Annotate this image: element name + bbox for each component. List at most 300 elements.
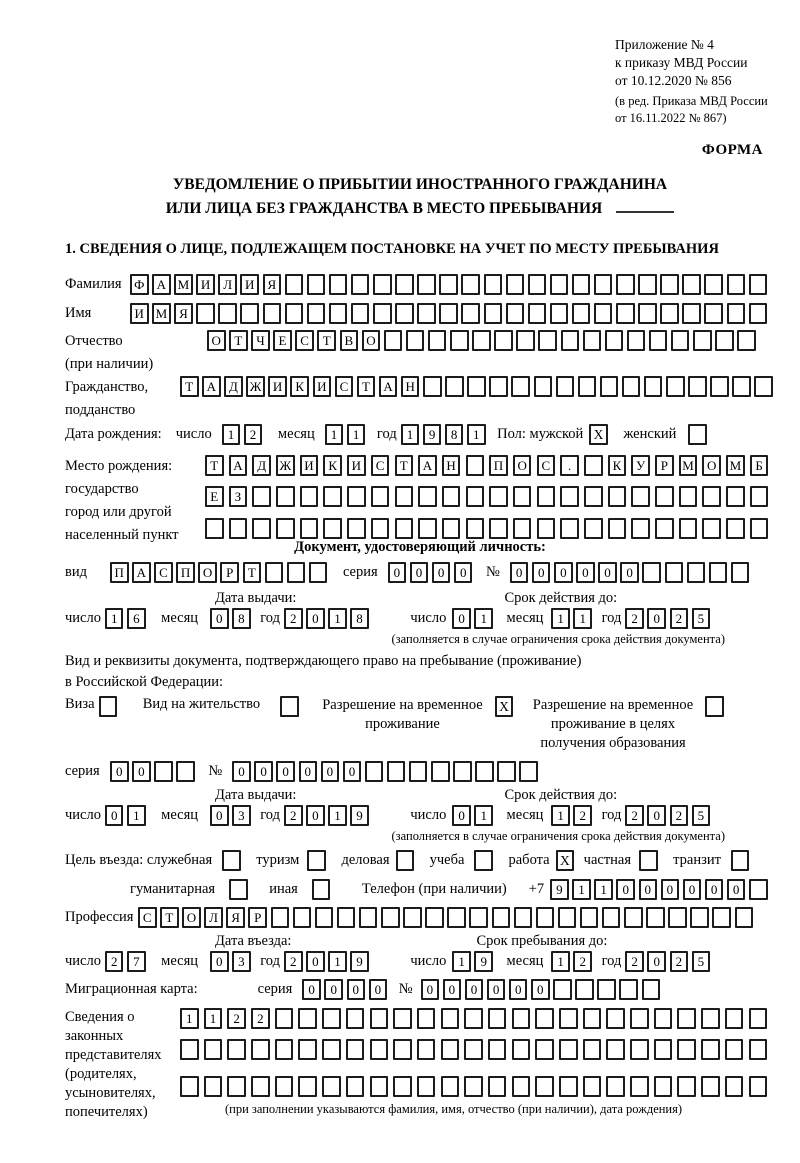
doc-series-cell[interactable]: 0	[432, 562, 451, 583]
citizenship-cell[interactable]: И	[268, 376, 287, 397]
doc-issue-day-cell[interactable]: 6	[127, 608, 146, 629]
doc-number-cell[interactable]	[687, 562, 706, 583]
birthplace-cell[interactable]: З	[229, 486, 248, 507]
representatives-cell[interactable]	[606, 1039, 625, 1060]
representatives-cell[interactable]	[606, 1008, 625, 1029]
representatives-cell[interactable]: 2	[227, 1008, 246, 1029]
doc-issue-year-cell[interactable]: 0	[306, 608, 325, 629]
firstname-cell[interactable]	[329, 303, 348, 324]
profession-cell[interactable]	[602, 907, 621, 928]
res-issue-day-cell[interactable]: 1	[127, 805, 146, 826]
res-expiry-year-cell[interactable]: 0	[647, 805, 666, 826]
surname-cell[interactable]	[351, 274, 370, 295]
profession-cell[interactable]: С	[138, 907, 157, 928]
phone-cell[interactable]: 0	[639, 879, 658, 900]
birthplace-cell[interactable]	[418, 486, 437, 507]
citizenship-cell[interactable]: Ж	[246, 376, 265, 397]
representatives-cell[interactable]	[322, 1076, 341, 1097]
doc-type-cell[interactable]: А	[132, 562, 151, 583]
res-expiry-month-cell[interactable]: 1	[551, 805, 570, 826]
representatives-cell[interactable]	[535, 1039, 554, 1060]
representatives-cell[interactable]	[251, 1076, 270, 1097]
doc-type-cell[interactable]: П	[176, 562, 195, 583]
representatives-cell[interactable]	[654, 1039, 673, 1060]
citizenship-cell[interactable]: К	[290, 376, 309, 397]
birthplace-cell[interactable]	[489, 518, 508, 539]
citizenship-cell[interactable]	[732, 376, 751, 397]
migration-series-cell[interactable]: 0	[324, 979, 343, 1000]
purpose-tourism-checkbox[interactable]	[307, 850, 326, 871]
migration-number-cell[interactable]	[553, 979, 572, 1000]
birth-day-cell[interactable]: 1	[222, 424, 241, 445]
res-number-cell[interactable]	[431, 761, 450, 782]
phone-cell[interactable]: 0	[683, 879, 702, 900]
res-number-cell[interactable]	[453, 761, 472, 782]
profession-cell[interactable]	[536, 907, 555, 928]
firstname-cell[interactable]	[439, 303, 458, 324]
patronymic-cell[interactable]	[583, 330, 602, 351]
res-issue-year-cell[interactable]: 1	[328, 805, 347, 826]
representatives-cell[interactable]	[583, 1008, 602, 1029]
birthplace-cell[interactable]	[466, 455, 485, 476]
patronymic-cell[interactable]: О	[207, 330, 226, 351]
doc-expiry-year-cell[interactable]: 0	[647, 608, 666, 629]
representatives-cell[interactable]	[322, 1008, 341, 1029]
entry-year-cell[interactable]: 0	[306, 951, 325, 972]
phone-cell[interactable]: 0	[661, 879, 680, 900]
migration-number-cell[interactable]: 0	[531, 979, 550, 1000]
firstname-cell[interactable]	[307, 303, 326, 324]
doc-expiry-year-cell[interactable]: 2	[670, 608, 689, 629]
firstname-cell[interactable]	[638, 303, 657, 324]
doc-expiry-day-cell[interactable]: 1	[474, 608, 493, 629]
birthplace-cell[interactable]	[418, 518, 437, 539]
migration-series-cell[interactable]: 0	[302, 979, 321, 1000]
surname-cell[interactable]: И	[240, 274, 259, 295]
profession-cell[interactable]: О	[182, 907, 201, 928]
res-issue-month-cell[interactable]: 0	[210, 805, 229, 826]
doc-type-cell[interactable]: С	[154, 562, 173, 583]
profession-cell[interactable]	[447, 907, 466, 928]
profession-cell[interactable]	[735, 907, 754, 928]
birthplace-cell[interactable]	[750, 486, 769, 507]
citizenship-cell[interactable]	[578, 376, 597, 397]
birthplace-cell[interactable]	[584, 486, 603, 507]
birthplace-cell[interactable]	[679, 518, 698, 539]
patronymic-cell[interactable]: Е	[273, 330, 292, 351]
firstname-cell[interactable]	[660, 303, 679, 324]
birthplace-cell[interactable]: К	[323, 455, 342, 476]
patronymic-cell[interactable]	[472, 330, 491, 351]
birthplace-cell[interactable]	[560, 518, 579, 539]
representatives-cell[interactable]	[654, 1076, 673, 1097]
representatives-cell[interactable]	[701, 1039, 720, 1060]
patronymic-cell[interactable]	[516, 330, 535, 351]
birth-year-cell[interactable]: 1	[401, 424, 420, 445]
birthplace-cell[interactable]	[513, 486, 532, 507]
birthplace-cell[interactable]: Ж	[276, 455, 295, 476]
res-number-cell[interactable]	[519, 761, 538, 782]
phone-cell[interactable]	[749, 879, 768, 900]
surname-cell[interactable]: М	[174, 274, 193, 295]
male-checkbox[interactable]: X	[589, 424, 608, 445]
firstname-cell[interactable]: И	[130, 303, 149, 324]
res-number-cell[interactable]: 0	[254, 761, 273, 782]
firstname-cell[interactable]	[240, 303, 259, 324]
surname-cell[interactable]	[461, 274, 480, 295]
profession-cell[interactable]	[646, 907, 665, 928]
migration-number-cell[interactable]: 0	[487, 979, 506, 1000]
representatives-cell[interactable]	[512, 1039, 531, 1060]
representatives-cell[interactable]	[441, 1039, 460, 1060]
doc-number-cell[interactable]	[709, 562, 728, 583]
profession-cell[interactable]	[580, 907, 599, 928]
representatives-cell[interactable]	[180, 1039, 199, 1060]
citizenship-cell[interactable]: Д	[224, 376, 243, 397]
profession-cell[interactable]	[624, 907, 643, 928]
migration-series-cell[interactable]: 0	[369, 979, 388, 1000]
representatives-cell[interactable]	[630, 1039, 649, 1060]
birthplace-cell[interactable]	[631, 486, 650, 507]
birthplace-cell[interactable]: .	[560, 455, 579, 476]
representatives-cell[interactable]: 2	[251, 1008, 270, 1029]
firstname-cell[interactable]: Я	[174, 303, 193, 324]
birthplace-cell[interactable]	[371, 486, 390, 507]
birthplace-cell[interactable]	[702, 486, 721, 507]
citizenship-cell[interactable]: А	[202, 376, 221, 397]
profession-cell[interactable]	[690, 907, 709, 928]
res-series-cell[interactable]	[154, 761, 173, 782]
representatives-cell[interactable]	[701, 1008, 720, 1029]
migration-number-cell[interactable]	[619, 979, 638, 1000]
representatives-cell[interactable]	[441, 1008, 460, 1029]
doc-type-cell[interactable]: П	[110, 562, 129, 583]
citizenship-cell[interactable]	[622, 376, 641, 397]
phone-cell[interactable]: 0	[705, 879, 724, 900]
profession-cell[interactable]	[712, 907, 731, 928]
temp-residence-edu-checkbox[interactable]	[705, 696, 724, 717]
representatives-cell[interactable]	[677, 1039, 696, 1060]
representatives-cell[interactable]	[417, 1039, 436, 1060]
firstname-cell[interactable]	[749, 303, 768, 324]
representatives-cell[interactable]	[370, 1008, 389, 1029]
representatives-cell[interactable]	[654, 1008, 673, 1029]
representatives-cell[interactable]	[441, 1076, 460, 1097]
firstname-cell[interactable]	[417, 303, 436, 324]
surname-cell[interactable]: А	[152, 274, 171, 295]
birthplace-cell[interactable]: Р	[655, 455, 674, 476]
migration-number-cell[interactable]: 0	[443, 979, 462, 1000]
firstname-cell[interactable]	[285, 303, 304, 324]
representatives-cell[interactable]	[606, 1076, 625, 1097]
birthplace-cell[interactable]	[466, 518, 485, 539]
birthplace-cell[interactable]	[679, 486, 698, 507]
firstname-cell[interactable]	[506, 303, 525, 324]
surname-cell[interactable]	[484, 274, 503, 295]
birthplace-cell[interactable]	[537, 486, 556, 507]
surname-cell[interactable]: Ф	[130, 274, 149, 295]
entry-day-cell[interactable]: 7	[127, 951, 146, 972]
doc-type-cell[interactable]: Т	[243, 562, 262, 583]
birthplace-cell[interactable]: П	[489, 455, 508, 476]
doc-type-cell[interactable]	[287, 562, 306, 583]
migration-number-cell[interactable]	[597, 979, 616, 1000]
representatives-cell[interactable]	[512, 1076, 531, 1097]
citizenship-cell[interactable]	[600, 376, 619, 397]
birthplace-cell[interactable]	[395, 486, 414, 507]
representatives-cell[interactable]	[275, 1076, 294, 1097]
purpose-business-checkbox[interactable]	[396, 850, 415, 871]
representatives-cell[interactable]	[725, 1008, 744, 1029]
profession-cell[interactable]: Р	[248, 907, 267, 928]
birthplace-cell[interactable]	[489, 486, 508, 507]
representatives-cell[interactable]	[725, 1039, 744, 1060]
birthplace-cell[interactable]: К	[608, 455, 627, 476]
firstname-cell[interactable]	[528, 303, 547, 324]
representatives-cell[interactable]	[464, 1008, 483, 1029]
birthplace-cell[interactable]	[631, 518, 650, 539]
birthplace-cell[interactable]	[347, 486, 366, 507]
birth-year-cell[interactable]: 9	[423, 424, 442, 445]
res-number-cell[interactable]: 0	[276, 761, 295, 782]
citizenship-cell[interactable]: Т	[180, 376, 199, 397]
profession-cell[interactable]	[359, 907, 378, 928]
representatives-cell[interactable]	[275, 1008, 294, 1029]
surname-cell[interactable]	[439, 274, 458, 295]
surname-cell[interactable]	[373, 274, 392, 295]
representatives-cell[interactable]	[630, 1008, 649, 1029]
birthplace-cell[interactable]: Д	[252, 455, 271, 476]
citizenship-cell[interactable]	[467, 376, 486, 397]
representatives-cell[interactable]	[346, 1039, 365, 1060]
surname-cell[interactable]	[749, 274, 768, 295]
birthplace-cell[interactable]	[205, 518, 224, 539]
entry-month-cell[interactable]: 0	[210, 951, 229, 972]
birthplace-cell[interactable]	[584, 518, 603, 539]
representatives-cell[interactable]	[393, 1008, 412, 1029]
birthplace-cell[interactable]	[229, 518, 248, 539]
patronymic-cell[interactable]: Ч	[251, 330, 270, 351]
surname-cell[interactable]	[638, 274, 657, 295]
patronymic-cell[interactable]	[561, 330, 580, 351]
surname-cell[interactable]	[550, 274, 569, 295]
doc-number-cell[interactable]	[665, 562, 684, 583]
migration-number-cell[interactable]: 0	[465, 979, 484, 1000]
patronymic-cell[interactable]: С	[295, 330, 314, 351]
birth-month-cell[interactable]: 1	[347, 424, 366, 445]
citizenship-cell[interactable]: И	[313, 376, 332, 397]
representatives-cell[interactable]	[488, 1076, 507, 1097]
birthplace-cell[interactable]: М	[726, 455, 745, 476]
doc-type-cell[interactable]	[309, 562, 328, 583]
doc-type-cell[interactable]: Р	[220, 562, 239, 583]
res-number-cell[interactable]: 0	[299, 761, 318, 782]
birthplace-cell[interactable]	[252, 518, 271, 539]
birthplace-cell[interactable]	[513, 518, 532, 539]
representatives-cell[interactable]: 1	[180, 1008, 199, 1029]
birthplace-cell[interactable]: Н	[442, 455, 461, 476]
phone-cell[interactable]: 9	[550, 879, 569, 900]
doc-expiry-month-cell[interactable]: 1	[573, 608, 592, 629]
stay-month-cell[interactable]: 2	[573, 951, 592, 972]
surname-cell[interactable]	[682, 274, 701, 295]
surname-cell[interactable]	[616, 274, 635, 295]
res-issue-year-cell[interactable]: 0	[306, 805, 325, 826]
birthplace-cell[interactable]	[300, 486, 319, 507]
representatives-cell[interactable]	[464, 1076, 483, 1097]
purpose-official-checkbox[interactable]	[222, 850, 241, 871]
profession-cell[interactable]	[337, 907, 356, 928]
representatives-cell[interactable]	[559, 1076, 578, 1097]
representatives-cell[interactable]	[749, 1076, 768, 1097]
birthplace-cell[interactable]	[726, 518, 745, 539]
res-series-cell[interactable]: 0	[110, 761, 129, 782]
citizenship-cell[interactable]	[556, 376, 575, 397]
representatives-cell[interactable]	[204, 1076, 223, 1097]
citizenship-cell[interactable]	[445, 376, 464, 397]
birth-year-cell[interactable]: 8	[445, 424, 464, 445]
doc-series-cell[interactable]: 0	[410, 562, 429, 583]
doc-series-cell[interactable]: 0	[454, 562, 473, 583]
representatives-cell[interactable]	[393, 1039, 412, 1060]
firstname-cell[interactable]	[594, 303, 613, 324]
firstname-cell[interactable]	[704, 303, 723, 324]
residence-permit-checkbox[interactable]	[280, 696, 299, 717]
doc-number-cell[interactable]: 0	[598, 562, 617, 583]
birthplace-cell[interactable]	[608, 486, 627, 507]
purpose-private-checkbox[interactable]	[639, 850, 658, 871]
birthplace-cell[interactable]	[442, 486, 461, 507]
birthplace-cell[interactable]: Т	[205, 455, 224, 476]
representatives-cell[interactable]	[701, 1076, 720, 1097]
profession-cell[interactable]	[403, 907, 422, 928]
doc-expiry-year-cell[interactable]: 5	[692, 608, 711, 629]
birthplace-cell[interactable]: М	[679, 455, 698, 476]
profession-cell[interactable]	[425, 907, 444, 928]
res-expiry-month-cell[interactable]: 2	[573, 805, 592, 826]
representatives-cell[interactable]	[535, 1008, 554, 1029]
firstname-cell[interactable]	[484, 303, 503, 324]
doc-expiry-month-cell[interactable]: 1	[551, 608, 570, 629]
surname-cell[interactable]	[528, 274, 547, 295]
representatives-cell[interactable]	[512, 1008, 531, 1029]
doc-issue-month-cell[interactable]: 0	[210, 608, 229, 629]
profession-cell[interactable]: Т	[160, 907, 179, 928]
doc-issue-year-cell[interactable]: 2	[284, 608, 303, 629]
res-number-cell[interactable]	[409, 761, 428, 782]
patronymic-cell[interactable]	[428, 330, 447, 351]
representatives-cell[interactable]	[227, 1039, 246, 1060]
citizenship-cell[interactable]: С	[335, 376, 354, 397]
res-expiry-year-cell[interactable]: 2	[625, 805, 644, 826]
patronymic-cell[interactable]	[494, 330, 513, 351]
representatives-cell[interactable]	[725, 1076, 744, 1097]
purpose-study-checkbox[interactable]	[474, 850, 493, 871]
birthplace-cell[interactable]	[750, 518, 769, 539]
doc-number-cell[interactable]: 0	[510, 562, 529, 583]
res-number-cell[interactable]	[387, 761, 406, 782]
representatives-cell[interactable]	[227, 1076, 246, 1097]
patronymic-cell[interactable]	[693, 330, 712, 351]
patronymic-cell[interactable]	[406, 330, 425, 351]
temp-residence-checkbox[interactable]: X	[495, 696, 514, 717]
surname-cell[interactable]	[572, 274, 591, 295]
patronymic-cell[interactable]	[627, 330, 646, 351]
birthplace-cell[interactable]: И	[300, 455, 319, 476]
birth-day-cell[interactable]: 2	[244, 424, 263, 445]
birthplace-cell[interactable]: Е	[205, 486, 224, 507]
patronymic-cell[interactable]: В	[340, 330, 359, 351]
doc-number-cell[interactable]	[642, 562, 661, 583]
representatives-cell[interactable]	[559, 1039, 578, 1060]
doc-series-cell[interactable]: 0	[388, 562, 407, 583]
birthplace-cell[interactable]: А	[229, 455, 248, 476]
profession-cell[interactable]	[381, 907, 400, 928]
firstname-cell[interactable]	[373, 303, 392, 324]
doc-type-cell[interactable]: О	[198, 562, 217, 583]
patronymic-cell[interactable]	[715, 330, 734, 351]
profession-cell[interactable]: Я	[226, 907, 245, 928]
birthplace-cell[interactable]: Б	[750, 455, 769, 476]
visa-checkbox[interactable]	[99, 696, 118, 717]
birthplace-cell[interactable]	[655, 486, 674, 507]
representatives-cell[interactable]: 1	[204, 1008, 223, 1029]
profession-cell[interactable]	[558, 907, 577, 928]
surname-cell[interactable]: И	[196, 274, 215, 295]
firstname-cell[interactable]	[218, 303, 237, 324]
birthplace-cell[interactable]	[300, 518, 319, 539]
birthplace-cell[interactable]	[537, 518, 556, 539]
representatives-cell[interactable]	[298, 1039, 317, 1060]
representatives-cell[interactable]	[488, 1039, 507, 1060]
citizenship-cell[interactable]	[511, 376, 530, 397]
surname-cell[interactable]	[506, 274, 525, 295]
birth-month-cell[interactable]: 1	[325, 424, 344, 445]
patronymic-cell[interactable]	[737, 330, 756, 351]
profession-cell[interactable]	[293, 907, 312, 928]
representatives-cell[interactable]	[346, 1008, 365, 1029]
firstname-cell[interactable]	[263, 303, 282, 324]
entry-year-cell[interactable]: 9	[350, 951, 369, 972]
citizenship-cell[interactable]	[423, 376, 442, 397]
patronymic-cell[interactable]	[538, 330, 557, 351]
representatives-cell[interactable]	[298, 1008, 317, 1029]
doc-number-cell[interactable]: 0	[554, 562, 573, 583]
migration-series-cell[interactable]: 0	[347, 979, 366, 1000]
birthplace-cell[interactable]	[276, 486, 295, 507]
patronymic-cell[interactable]: Т	[317, 330, 336, 351]
representatives-cell[interactable]	[488, 1008, 507, 1029]
patronymic-cell[interactable]: О	[362, 330, 381, 351]
birthplace-cell[interactable]	[726, 486, 745, 507]
birthplace-cell[interactable]: О	[702, 455, 721, 476]
profession-cell[interactable]	[315, 907, 334, 928]
phone-cell[interactable]: 0	[727, 879, 746, 900]
representatives-cell[interactable]	[370, 1039, 389, 1060]
representatives-cell[interactable]	[370, 1076, 389, 1097]
res-series-cell[interactable]: 0	[132, 761, 151, 782]
birthplace-cell[interactable]	[466, 486, 485, 507]
firstname-cell[interactable]	[351, 303, 370, 324]
patronymic-cell[interactable]	[450, 330, 469, 351]
citizenship-cell[interactable]	[688, 376, 707, 397]
purpose-humanitarian-checkbox[interactable]	[229, 879, 248, 900]
birthplace-cell[interactable]: О	[513, 455, 532, 476]
res-expiry-day-cell[interactable]: 0	[452, 805, 471, 826]
entry-day-cell[interactable]: 2	[105, 951, 124, 972]
birth-year-cell[interactable]: 1	[467, 424, 486, 445]
doc-issue-month-cell[interactable]: 8	[232, 608, 251, 629]
